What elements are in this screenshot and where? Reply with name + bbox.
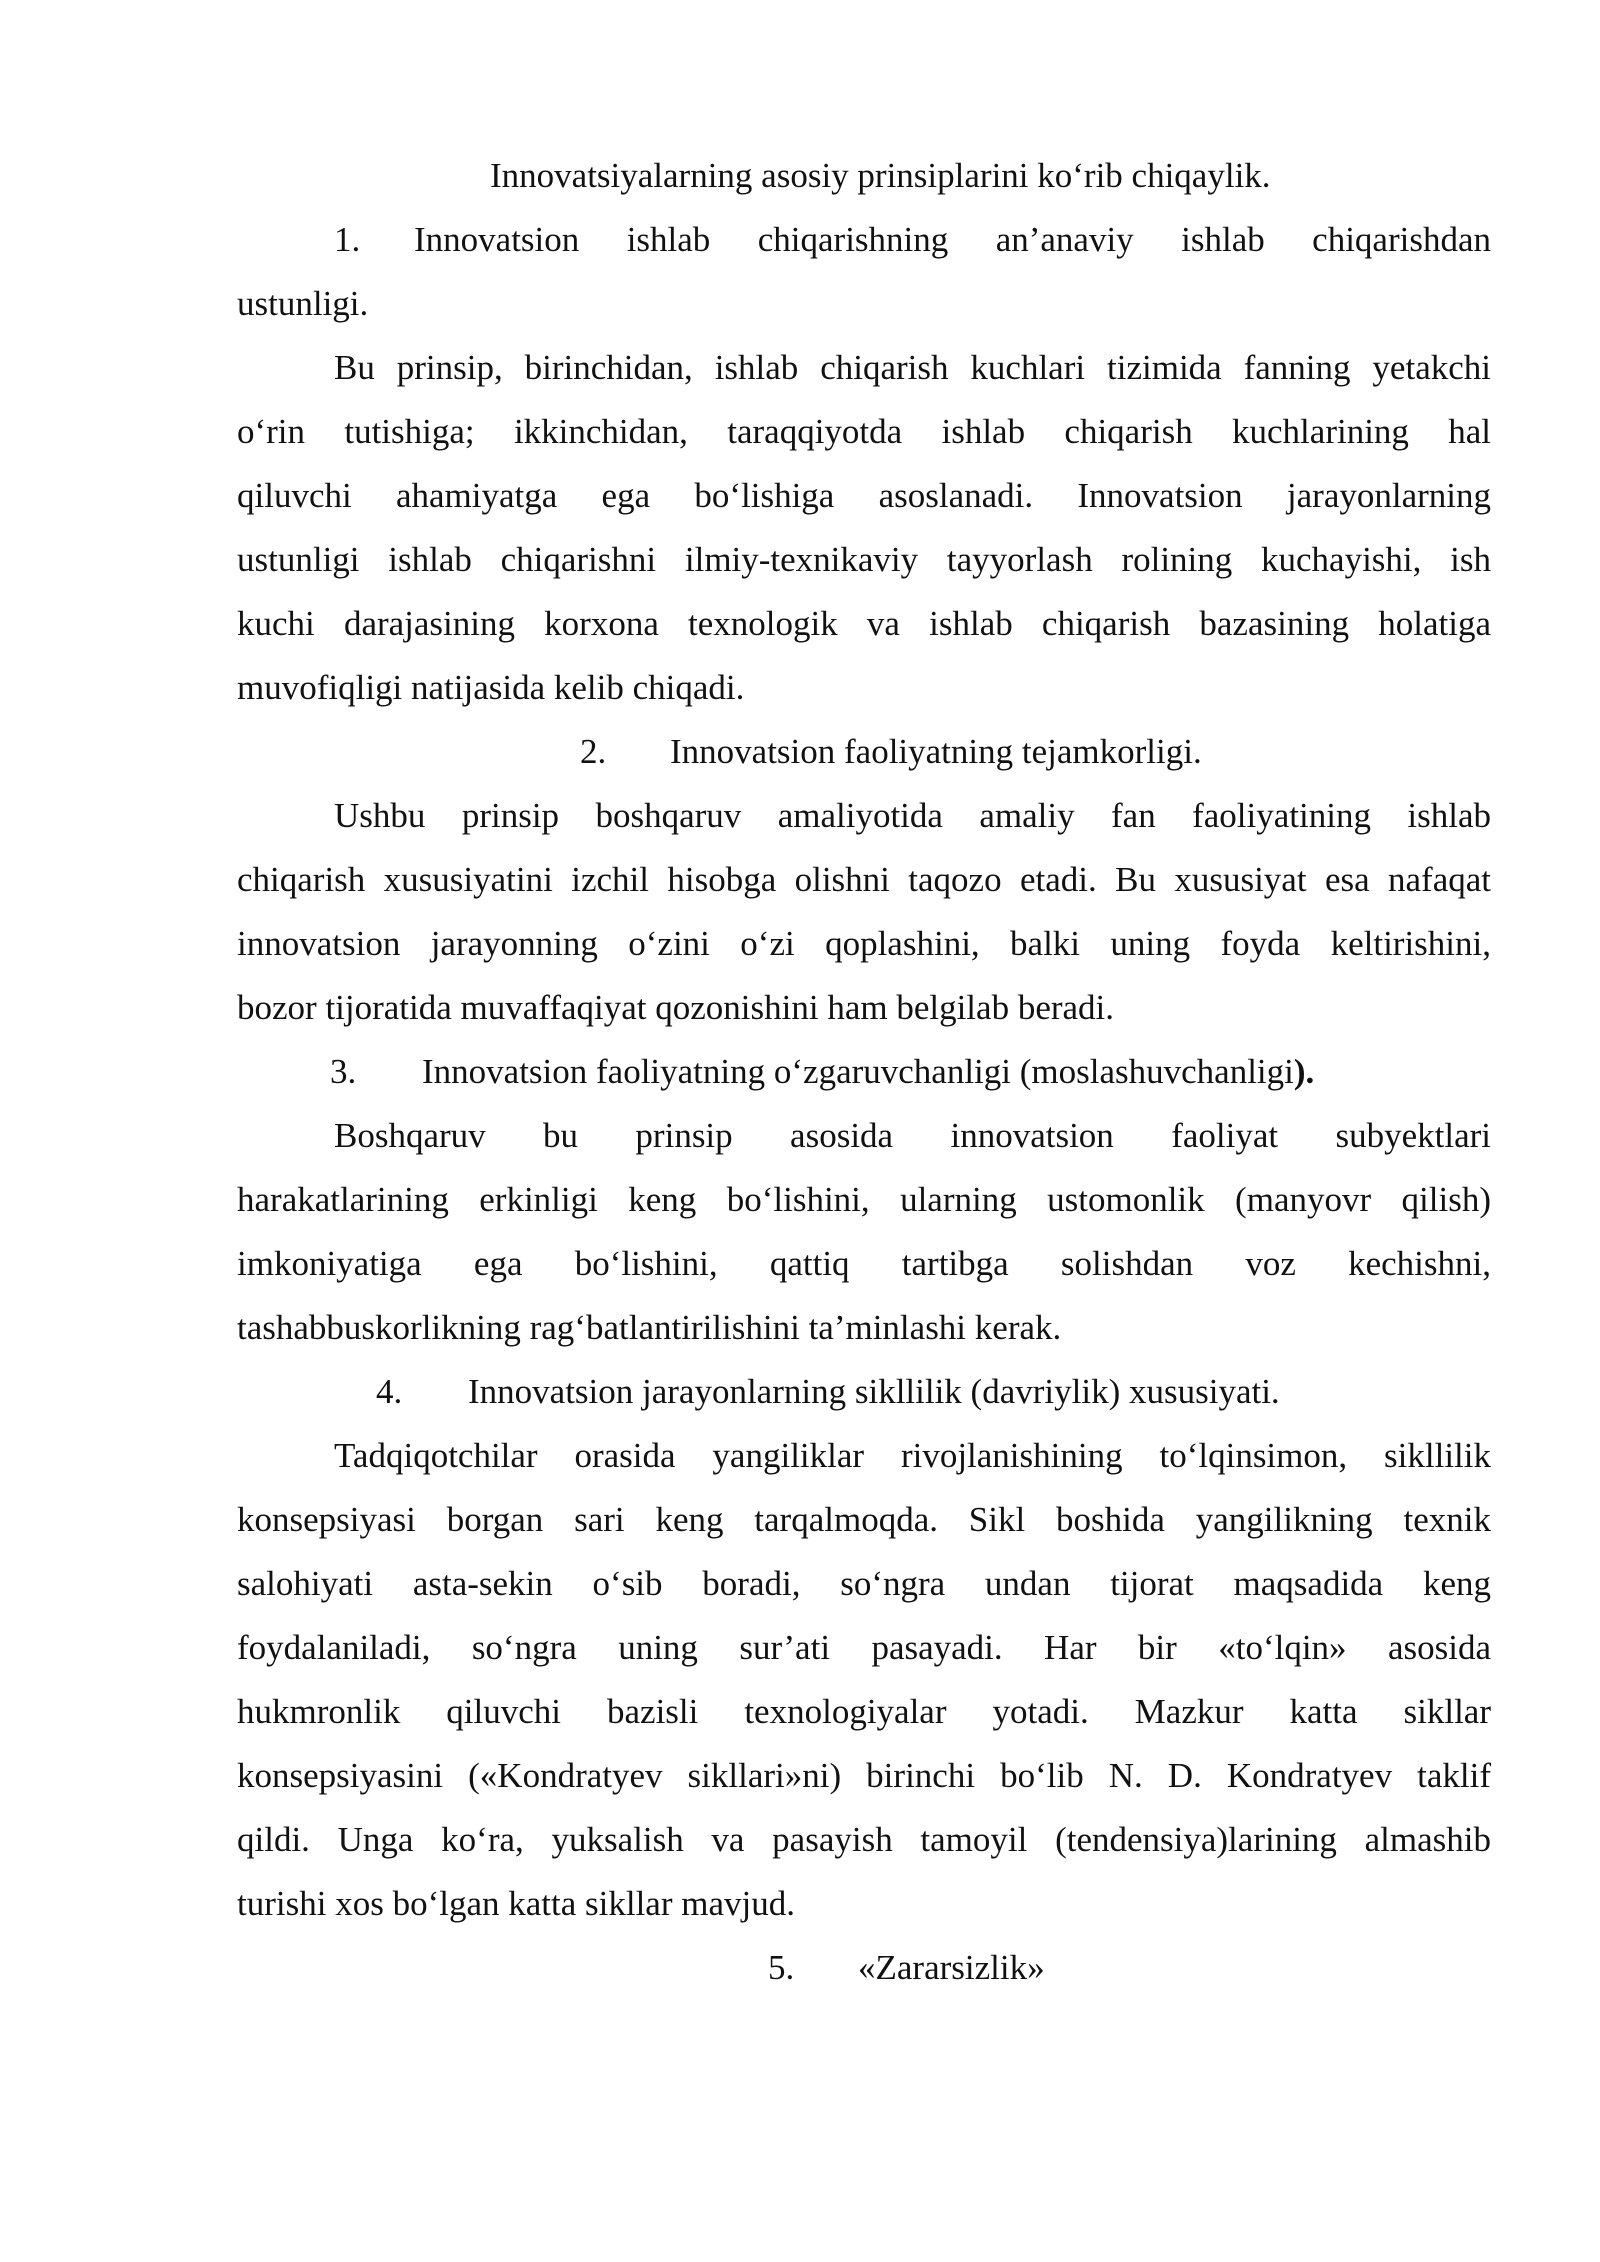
- heading-1-continuation: [237, 272, 1491, 336]
- heading-2: [580, 720, 1380, 784]
- p4-line: foydalaniladi, so‘ngra uning sur’ati pasayadi. Har bir «to‘lqin» asosida: [237, 1628, 1491, 1667]
- p4-line: salohiyati asta-sekin o‘sib boradi, so‘ngra undan tijorat maqsadida keng: [237, 1564, 1491, 1603]
- p4-line: turishi xos bo‘lgan katta sikllar mavjud.: [237, 1884, 795, 1923]
- heading-1-text: Innovatsion ishlab chiqarishning an’anaviy ishlab chiqarishdan: [414, 220, 1491, 259]
- heading-3: [330, 1040, 1490, 1104]
- p1-line: qiluvchi ahamiyatga ega bo‘lishiga asoslanadi. Innovatsion jarayonlarning: [237, 476, 1491, 515]
- p2-line: Ushbu prinsip boshqaruv amaliyotida amaliy fan faoliyatining ishlab: [334, 796, 1491, 835]
- heading-3-number: 3.: [330, 1052, 357, 1091]
- p4-line: konsepsiyasi borgan sari keng tarqalmoqda. Sikl boshida yangilikning texnik: [237, 1500, 1491, 1539]
- p4-line: konsepsiyasini («Kondratyev sikllari»ni) birinchi bo‘lib N. D. Kondratyev taklif: [237, 1756, 1491, 1795]
- p1-line: kuchi darajasining korxona texnologik va ishlab chiqarish bazasining holatiga: [237, 604, 1491, 643]
- heading-5: [768, 1936, 1268, 2000]
- p2-line: chiqarish xususiyatini izchil hisobga olishni taqozo etadi. Bu xususiyat esa nafaqat: [237, 860, 1491, 899]
- p3-line: tashabbuskorlikning rag‘batlantirilishini ta’minlashi kerak.: [237, 1308, 1062, 1347]
- p1-line: ustunligi ishlab chiqarishni ilmiy-texnikaviy tayyorlash rolining kuchayishi, ish: [237, 540, 1491, 579]
- p4-line: hukmronlik qiluvchi bazisli texnologiyalar yotadi. Mazkur katta sikllar: [237, 1692, 1491, 1731]
- heading-4: [376, 1360, 1476, 1424]
- p1-line: o‘rin tutishiga; ikkinchidan, taraqqiyotda ishlab chiqarish kuchlarining hal: [237, 412, 1491, 451]
- heading-5-number: 5.: [768, 1948, 795, 1987]
- p3-line: harakatlarining erkinligi keng bo‘lishini, ularning ustomonlik (manyovr qilish): [237, 1180, 1491, 1219]
- heading-1-cont-text: ustunligi.: [237, 284, 369, 323]
- heading-1-number: 1.: [334, 220, 361, 259]
- heading-4-number: 4.: [376, 1372, 403, 1411]
- p2-line: bozor tijoratida muvaffaqiyat qozonishini ham belgilab beradi.: [237, 988, 1115, 1027]
- heading-2-text: Innovatsion faoliyatning tejamkorligi.: [670, 732, 1202, 771]
- heading-4-text: Innovatsion jarayonlarning sikllilik (davriylik) xususiyati.: [468, 1372, 1280, 1411]
- heading-1: [334, 208, 1491, 272]
- p4-line: qildi. Unga ko‘ra, yuksalish va pasayish tamoyil (tendensiya)larining almashib: [237, 1820, 1491, 1859]
- p3-line: Boshqaruv bu prinsip asosida innovatsion faoliyat subyektlari: [334, 1116, 1491, 1155]
- p1-line: muvofiqligi natijasida kelib chiqadi.: [237, 668, 745, 707]
- heading-3-text: Innovatsion faoliyatning o‘zgaruvchanligi (moslashuvchanligi: [422, 1052, 1294, 1091]
- p1-line: Bu prinsip, birinchidan, ishlab chiqarish kuchlari tizimida fanning yetakchi: [334, 348, 1491, 387]
- intro-line: [490, 144, 1390, 208]
- heading-5-text: «Zararsizlik»: [858, 1948, 1045, 1987]
- p2-line: innovatsion jarayonning o‘zini o‘zi qoplashini, balki uning foyda keltirishini,: [237, 924, 1491, 963]
- intro-text: Innovatsiyalarning asosiy prinsiplarini ko‘rib chiqaylik.: [490, 156, 1271, 195]
- p4-line: Tadqiqotchilar orasida yangiliklar rivojlanishining to‘lqinsimon, sikllilik: [334, 1436, 1491, 1475]
- heading-3-bold-end: ).: [1293, 1052, 1315, 1091]
- heading-2-number: 2.: [580, 732, 607, 771]
- p3-line: imkoniyatiga ega bo‘lishini, qattiq tartibga solishdan voz kechishni,: [237, 1244, 1491, 1283]
